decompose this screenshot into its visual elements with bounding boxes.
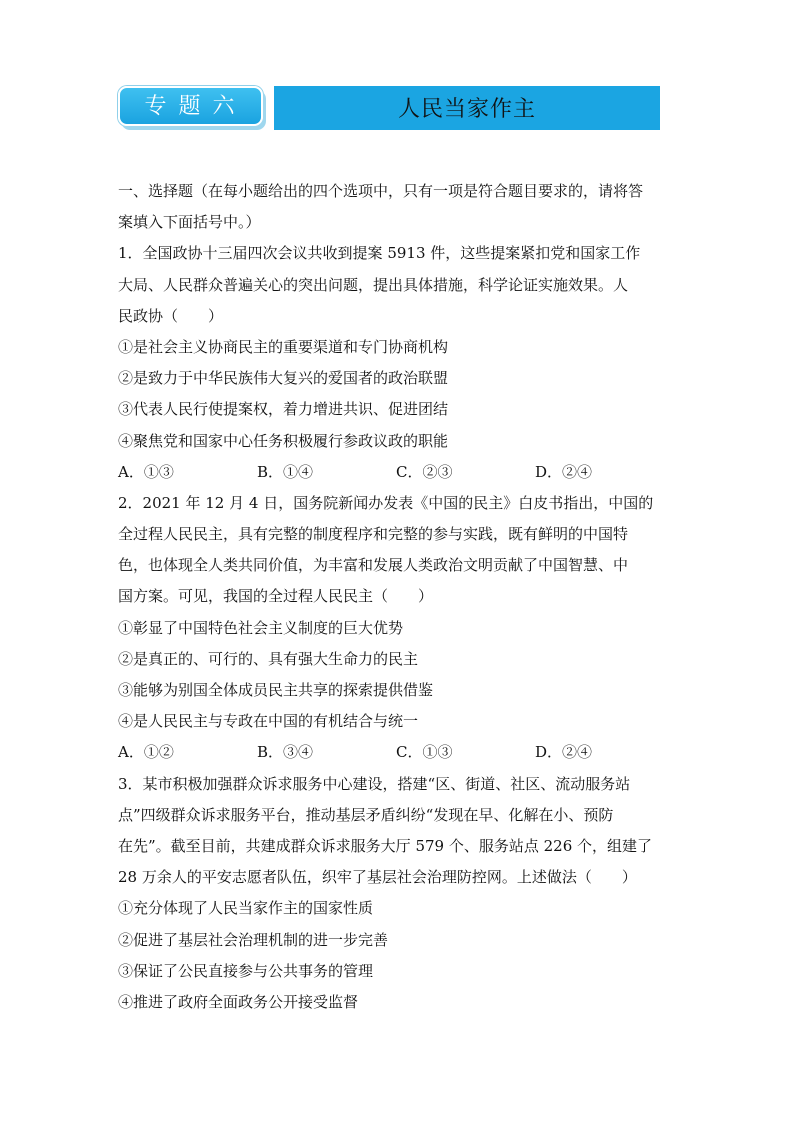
question-3-stem-line: 28 万余人的平安志愿者队伍，织牢了基层社会治理防控网。上述做法（ ）	[118, 868, 637, 887]
question-3-statement: ③保证了公民直接参与公共事务的管理	[118, 961, 374, 980]
section-intro-line: 一、选择题（在每小题给出的四个选项中，只有一项是符合题目要求的，请将答	[118, 182, 644, 200]
option-b: B．①④	[257, 462, 314, 481]
question-1-statement: ④聚焦党和国家中心任务积极履行参政议政的职能	[118, 431, 449, 450]
question-1-options	[118, 457, 678, 488]
question-content	[118, 176, 678, 1018]
question-2-stem-line: 2．2021 年 12 月 4 日，国务院新闻办发表《中国的民主》白皮书指出，中国的	[118, 493, 654, 512]
question-1-stem-line: 1．全国政协十三届四次会议共收到提案 5913 件，这些提案紧扣党和国家工作	[118, 244, 641, 263]
option-a: A．①②	[118, 743, 174, 762]
question-3-statement: ①充分体现了人民当家作主的国家性质	[118, 899, 374, 918]
question-2-stem-line: 色，也体现全人类共同价值，为丰富和发展人类政治文明贡献了中国智慧、中	[118, 556, 629, 575]
question-2-statement: ①彰显了中国特色社会主义制度的巨大优势	[118, 618, 404, 637]
question-2-stem-line: 国方案。可见，我国的全过程人民民主（ ）	[118, 587, 434, 606]
option-d: D．②④	[535, 462, 593, 481]
question-3-stem-line: 点”四级群众诉求服务平台，推动基层矛盾纠纷“发现在早、化解在小、预防	[118, 805, 614, 824]
topic-badge: 专题六	[118, 86, 263, 126]
question-1-stem-line: 民政协（ ）	[118, 306, 224, 325]
topic-header	[118, 86, 660, 130]
question-1-statement: ③代表人民行使提案权，着力增进共识、促进团结	[118, 400, 449, 419]
question-3-statement: ④推进了政府全面政务公开接受监督	[118, 992, 359, 1011]
option-a: A．①③	[118, 462, 174, 481]
question-2-statement: ④是人民民主与专政在中国的有机结合与统一	[118, 712, 419, 731]
option-c: C．②③	[396, 462, 453, 481]
option-c: C．①③	[396, 743, 453, 762]
section-intro-line: 案填入下面括号中。）	[118, 213, 261, 232]
question-2-statement: ②是真正的、可行的、具有强大生命力的民主	[118, 649, 419, 668]
question-1-stem-line: 大局、人民群众普遍关心的突出问题，提出具体措施，科学论证实施效果。人	[118, 275, 629, 294]
question-2-statement: ③能够为别国全体成员民主共享的探索提供借鉴	[118, 681, 434, 699]
question-3-statement: ②促进了基层社会治理机制的进一步完善	[118, 930, 389, 949]
question-3-stem-line: 在先”。截至目前，共建成群众诉求服务大厅 579 个、服务站点 226 个，组建了	[118, 836, 653, 855]
question-3-stem-line: 3．某市积极加强群众诉求服务中心建设，搭建“区、街道、社区、流动服务站	[118, 774, 631, 793]
question-2-stem-line: 全过程人民民主，具有完整的制度程序和完整的参与实践，既有鲜明的中国特	[118, 525, 629, 544]
question-1-statement: ①是社会主义协商民主的重要渠道和专门协商机构	[118, 337, 449, 356]
question-2-options	[118, 737, 678, 768]
topic-title: 人民当家作主	[274, 86, 660, 130]
option-b: B．③④	[257, 743, 314, 762]
option-d: D．②④	[535, 743, 593, 762]
question-1-statement: ②是致力于中华民族伟大复兴的爱国者的政治联盟	[118, 369, 449, 388]
